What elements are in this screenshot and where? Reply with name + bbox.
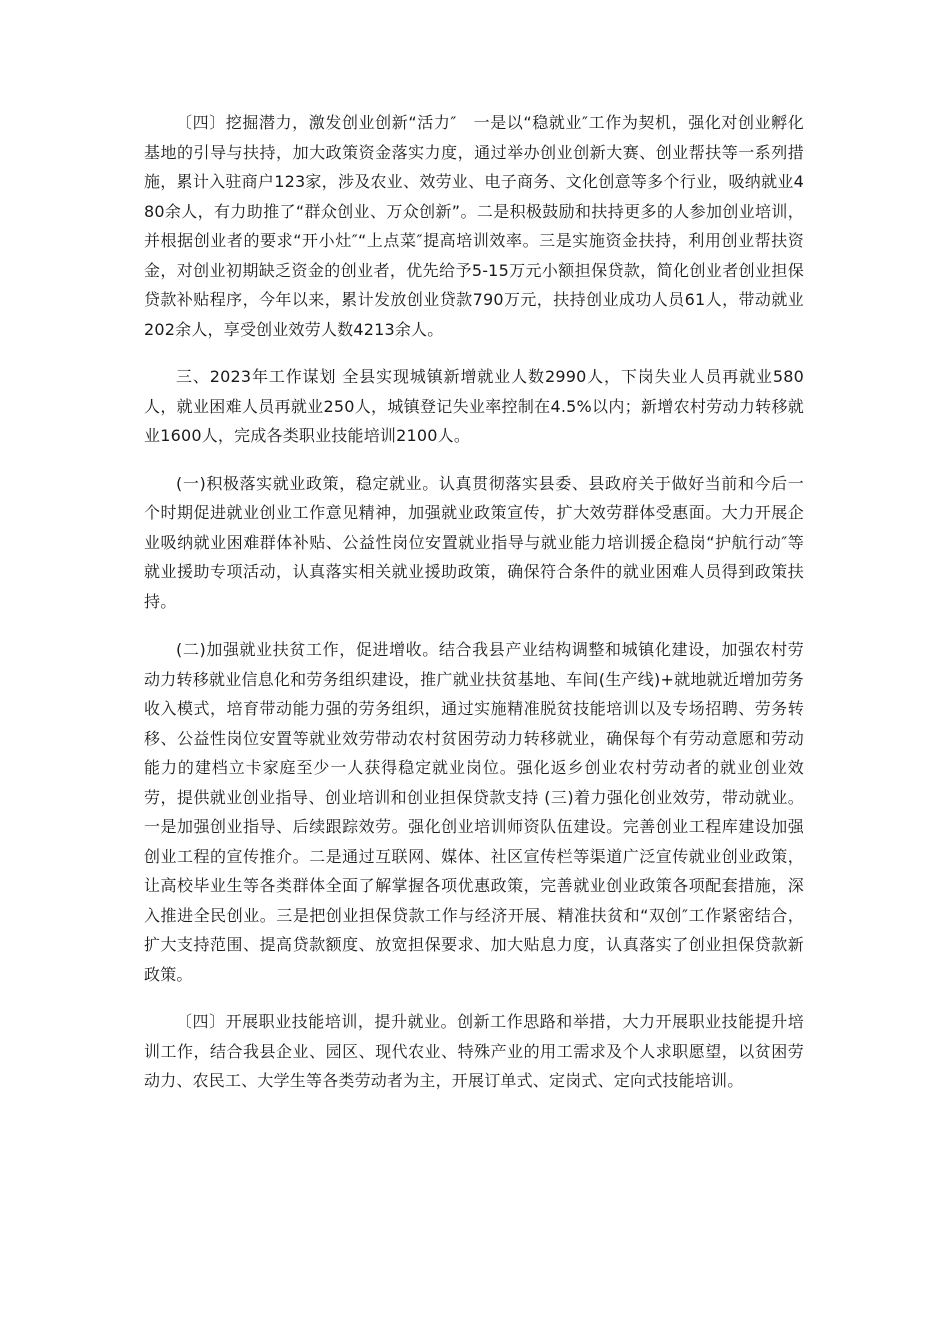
document-body: [144, 108, 804, 1096]
paragraph-skills-training: 〔四〕开展职业技能培训，提升就业。创新工作思路和举措，大力开展职业技能提升培训工作，结合我县企业、园区、现代农业、特殊产业的用工需求及个人求职愿望，以贫困劳动力、农民工、大学生等各类劳动者为主，开展订单式、定岗式、定向式技能培训。: [144, 1012, 804, 1090]
paragraph-employment-policy: (一)积极落实就业政策，稳定就业。认真贯彻落实县委、县政府关于做好当前和今后一个时期促进就业创业工作意见精神，加强就业政策宣传，扩大效劳群体受惠面。大力开展企业吸纳就业困难群体补贴、公益性岗位安置就业指导与就业能力培训援企稳岗“护航行动″等就业援助专项活动，认真落实相关就业援助政策，确保符合条件的就业困难人员得到政策扶持。: [144, 473, 804, 611]
paragraph-entrepreneurship-vitality: 〔四〕挖掘潜力，激发创业创新“活力″ 一是以“稳就业″工作为契机，强化对创业孵化基地的引导与扶持，加大政策资金落实力度，通过举办创业创新大赛、创业帮扶等一系列措施，累计入驻商户123家，涉及农业、效劳业、电子商务、文化创意等多个行业，吸纳就业480余人，有力助推了“群众创业、万众创新”。二是积极鼓励和扶持更多的人参加创业培训，并根据创业者的要求“开小灶″“上点菜″提高培训效率。三是实施资金扶持，利用创业帮扶资金，对创业初期缺乏资金的创业者，优先给予5-15万元小额担保贷款，简化创业者创业担保贷款补贴程序，今年以来，累计发放创业贷款790万元，扶持创业成功人员61人，带动就业202余人，享受创业效劳人数4213余人。: [144, 113, 804, 339]
paragraph-poverty-employment: (二)加强就业扶贫工作，促进增收。结合我县产业结构调整和城镇化建设，加强农村劳动力转移就业信息化和劳务组织建设，推广就业扶贫基地、车间(生产线)+就地就近增加劳务收入模式，培育带动能力强的劳务组织，通过实施精准脱贫技能培训以及专场招聘、劳务转移、公益性岗位安置等就业效劳带动农村贫困劳动力转移就业，确保每个有劳动意愿和劳动能力的建档立卡家庭至少一人获得稳定就业岗位。强化返乡创业农村劳动者的就业创业效劳，提供就业创业指导、创业培训和创业担保贷款支持 (三)着力强化创业效劳，带动就业。一是加强创业指导、后续跟踪效劳。强化创业培训师资队伍建设。完善创业工程库建设加强创业工程的宣传推介。二是通过互联网、媒体、社区宣传栏等渠道广泛宣传就业创业政策，让高校毕业生等各类群体全面了解掌握各项优惠政策，完善就业创业政策各项配套措施，深入推进全民创业。三是把创业担保贷款工作与经济开展、精准扶贫和“双创″工作紧密结合，扩大支持范围、提高贷款额度、放宽担保要求、加大贴息力度，认真落实了创业担保贷款新政策。: [144, 640, 804, 984]
paragraph-2023-work-plan: 三、2023年工作谋划 全县实现城镇新增就业人数2990人，下岗失业人员再就业580人，就业困难人员再就业250人，城镇登记失业率控制在4.5%以内；新增农村劳动力转移就业1600人，完成各类职业技能培训2100人。: [144, 367, 804, 445]
